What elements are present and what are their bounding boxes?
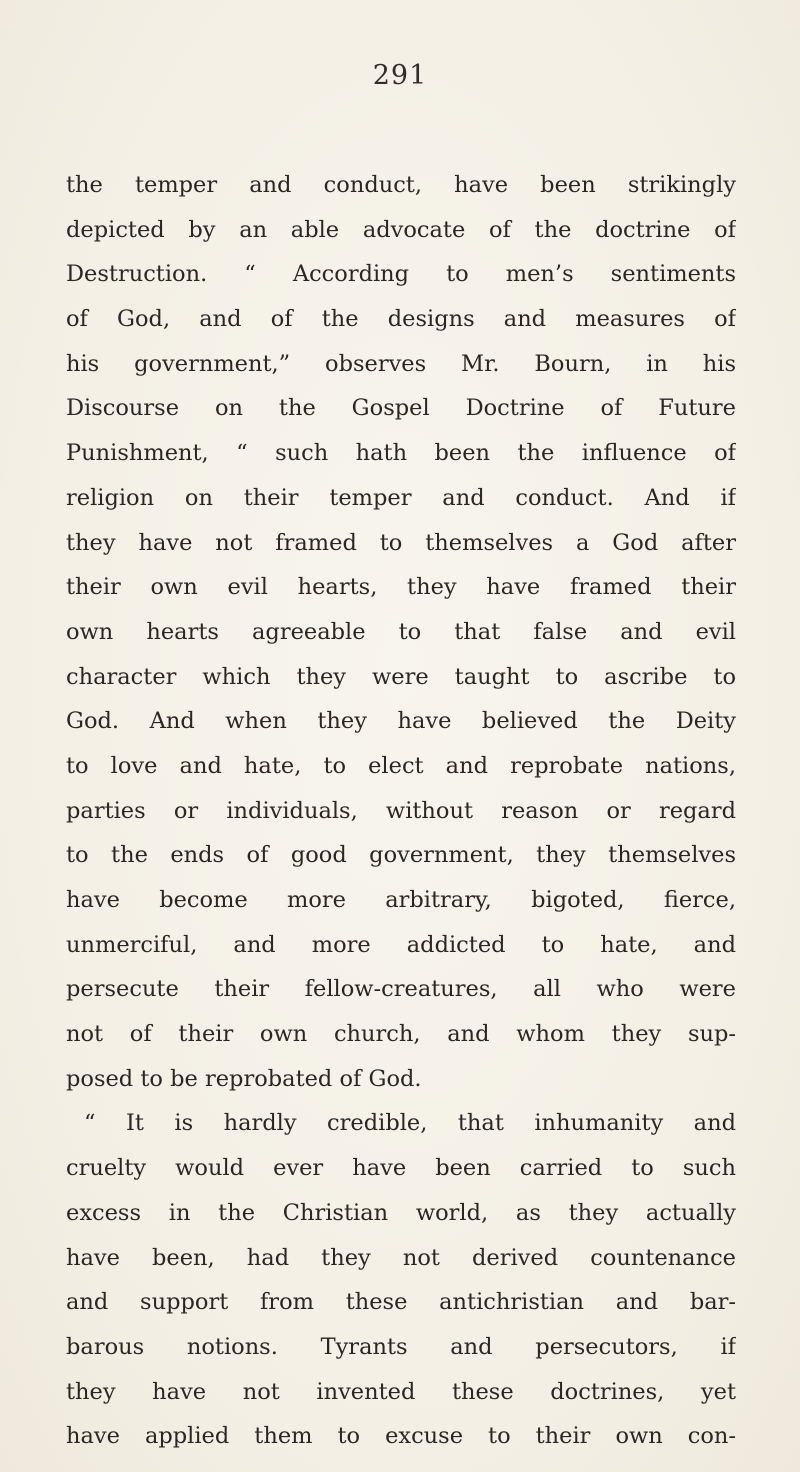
text-line: unmerciful, and more addicted to hate, and — [66, 931, 736, 958]
text-line: excess in the Christian world, as they actually — [66, 1199, 736, 1226]
text-line: own hearts agreeable to that false and evil — [66, 618, 736, 645]
text-line: Punishment, “ such hath been the influence of — [66, 440, 736, 467]
text-line: persecute their fellow-creatures, all who were — [66, 976, 736, 1003]
text-line: depicted by an able advocate of the doctrine of — [66, 216, 736, 243]
text-line: of God, and of the designs and measures of — [66, 306, 736, 333]
page-number: 291 — [372, 60, 428, 91]
text-line: the temper and conduct, have been strikingly — [66, 172, 736, 198]
text-line: character which they were taught to ascribe to — [66, 663, 736, 690]
text-line: his government,” observes Mr. Bourn, in his — [66, 350, 736, 377]
paragraph-end-line: posed to be reprobated of God. — [66, 1065, 422, 1092]
text-line: barous notions. Tyrants and persecutors, if — [66, 1333, 736, 1360]
text-line: not of their own church, and whom they sup- — [66, 1021, 736, 1048]
text-line: they have not framed to themselves a God after — [66, 529, 736, 556]
text-line: have become more arbitrary, bigoted, fierce, — [66, 887, 736, 913]
text-line: God. And when they have believed the Deity — [66, 708, 736, 735]
text-line: to the ends of good government, they themselves — [66, 842, 736, 869]
text-line: have been, had they not derived countenance — [66, 1244, 736, 1271]
paragraph-start-line: “ It is hardly credible, that inhumanity and — [84, 1110, 736, 1137]
body-text — [66, 163, 736, 1459]
text-line: their own evil hearts, they have framed their — [66, 574, 736, 601]
text-line: cruelty would ever have been carried to such — [66, 1155, 736, 1182]
text-line: Discourse on the Gospel Doctrine of Future — [66, 395, 736, 422]
text-line: they have not invented these doctrines, yet — [66, 1378, 736, 1405]
text-line: religion on their temper and conduct. And if — [66, 484, 736, 511]
text-line: have applied them to excuse to their own con- — [66, 1423, 736, 1450]
text-line: Destruction. “ According to men’s sentiments — [66, 261, 736, 288]
text-line: to love and hate, to elect and reprobate nations, — [66, 752, 736, 779]
text-line: parties or individuals, without reason or regard — [66, 797, 736, 824]
text-line: and support from these antichristian and bar- — [66, 1289, 736, 1316]
